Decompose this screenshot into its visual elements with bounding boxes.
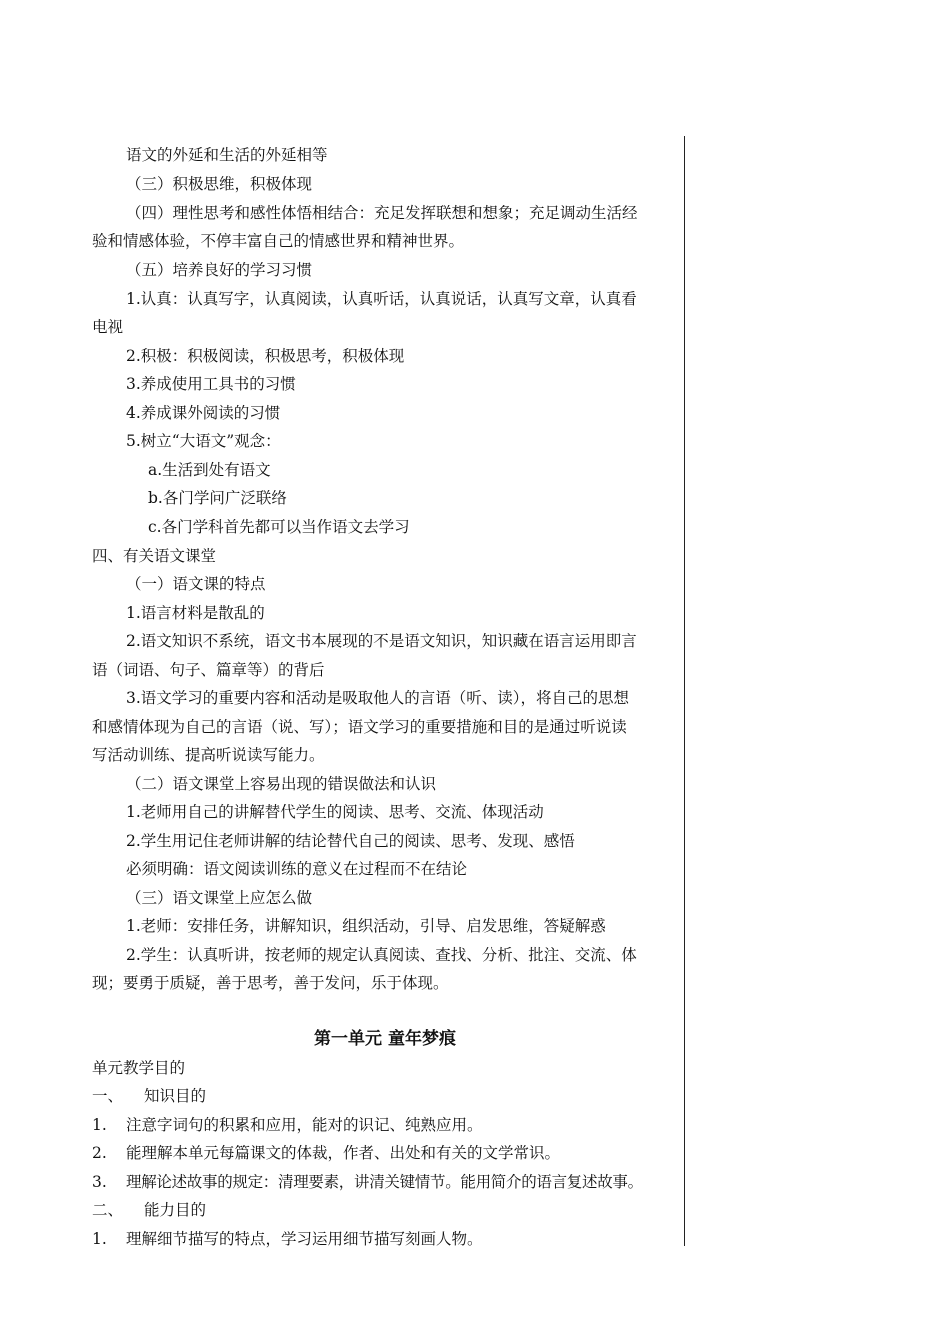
item-text: 能力目的 (144, 1201, 207, 1219)
text-line: 现；要勇于质疑，善于思考，善于发问，乐于体现。 (92, 974, 449, 992)
text-line: 语文的外延和生活的外延相等 (126, 146, 328, 164)
text-line: 1.认真：认真写字，认真阅读，认真听话，认真说话，认真写文章，认真看 (126, 290, 637, 308)
text-line: 4.养成课外阅读的习惯 (126, 404, 281, 422)
text-line: 2.积极：积极阅读，积极思考，积极体现 (126, 347, 405, 365)
text-line: c.各门学科首先都可以当作语文去学习 (148, 518, 410, 536)
text-line: 和感情体现为自己的言语（说、写）；语文学习的重要措施和目的是通过听说读 (92, 718, 627, 736)
item-number: 一、 (92, 1087, 124, 1105)
item-number: 1. (92, 1116, 107, 1134)
text-line: （三）积极思维，积极体现 (126, 175, 313, 193)
text-line: （二）语文课堂上容易出现的错误做法和认识 (126, 775, 437, 793)
item-text: 注意字词句的积累和应用，能对的识记、纯熟应用。 (126, 1116, 483, 1134)
text-line: （一）语文课的特点 (126, 575, 266, 593)
text-line: a.生活到处有语文 (148, 461, 271, 479)
text-line: 必须明确：语文阅读训练的意义在过程而不在结论 (126, 860, 468, 878)
text-line: 5.树立“大语文”观念： (126, 432, 281, 450)
text-line: 1.语言材料是散乱的 (126, 604, 265, 622)
text-line: （三）语文课堂上应怎么做 (126, 889, 313, 907)
text-line: 验和情感体验，不停丰富自己的情感世界和精神世界。 (92, 232, 465, 250)
text-line: b.各门学问广泛联络 (148, 489, 287, 507)
text-line: （四）理性思考和感性体悟相结合：充足发挥联想和想象；充足调动生活经 (126, 204, 638, 222)
unit-title: 第一单元 童年梦痕 (314, 1029, 456, 1049)
text-line: 1.老师：安排任务，讲解知识，组织活动，引导、启发思维，答疑解惑 (126, 917, 606, 935)
item-number: 2. (92, 1144, 107, 1162)
unit-objectives-heading: 单元教学目的 (92, 1059, 186, 1077)
item-text: 理解论述故事的规定：清理要素，讲清关键情节。能用简介的语言复述故事。 (126, 1173, 643, 1191)
text-line: 3.语文学习的重要内容和活动是吸取他人的言语（听、读），将自己的思想 (126, 689, 630, 707)
text-line: 语（词语、句子、篇章等）的背后 (92, 661, 325, 679)
text-line: （五）培养良好的学习习惯 (126, 261, 313, 279)
item-number: 二、 (92, 1201, 124, 1219)
item-number: 3. (92, 1173, 107, 1191)
text-line: 写活动训练、提高听说读写能力。 (92, 746, 325, 764)
text-line: 1.老师用自己的讲解替代学生的阅读、思考、交流、体现活动 (126, 803, 544, 821)
text-line: 2.语文知识不系统，语文书本展现的不是语文知识，知识藏在语言运用即言 (126, 632, 637, 650)
text-line: 2.学生：认真听讲，按老师的规定认真阅读、查找、分析、批注、交流、体 (126, 946, 637, 964)
section-heading: 四、有关语文课堂 (92, 547, 217, 565)
text-line: 2.学生用记住老师讲解的结论替代自己的阅读、思考、发现、感悟 (126, 832, 575, 850)
text-line: 3.养成使用工具书的习惯 (126, 375, 296, 393)
text-line: 电视 (92, 318, 124, 336)
item-text: 知识目的 (144, 1087, 207, 1105)
item-text: 能理解本单元每篇课文的体裁，作者、出处和有关的文学常识。 (126, 1144, 561, 1162)
item-text: 理解细节描写的特点，学习运用细节描写刻画人物。 (126, 1230, 483, 1248)
item-number: 1. (92, 1230, 107, 1248)
vertical-margin-rule (684, 136, 685, 1246)
